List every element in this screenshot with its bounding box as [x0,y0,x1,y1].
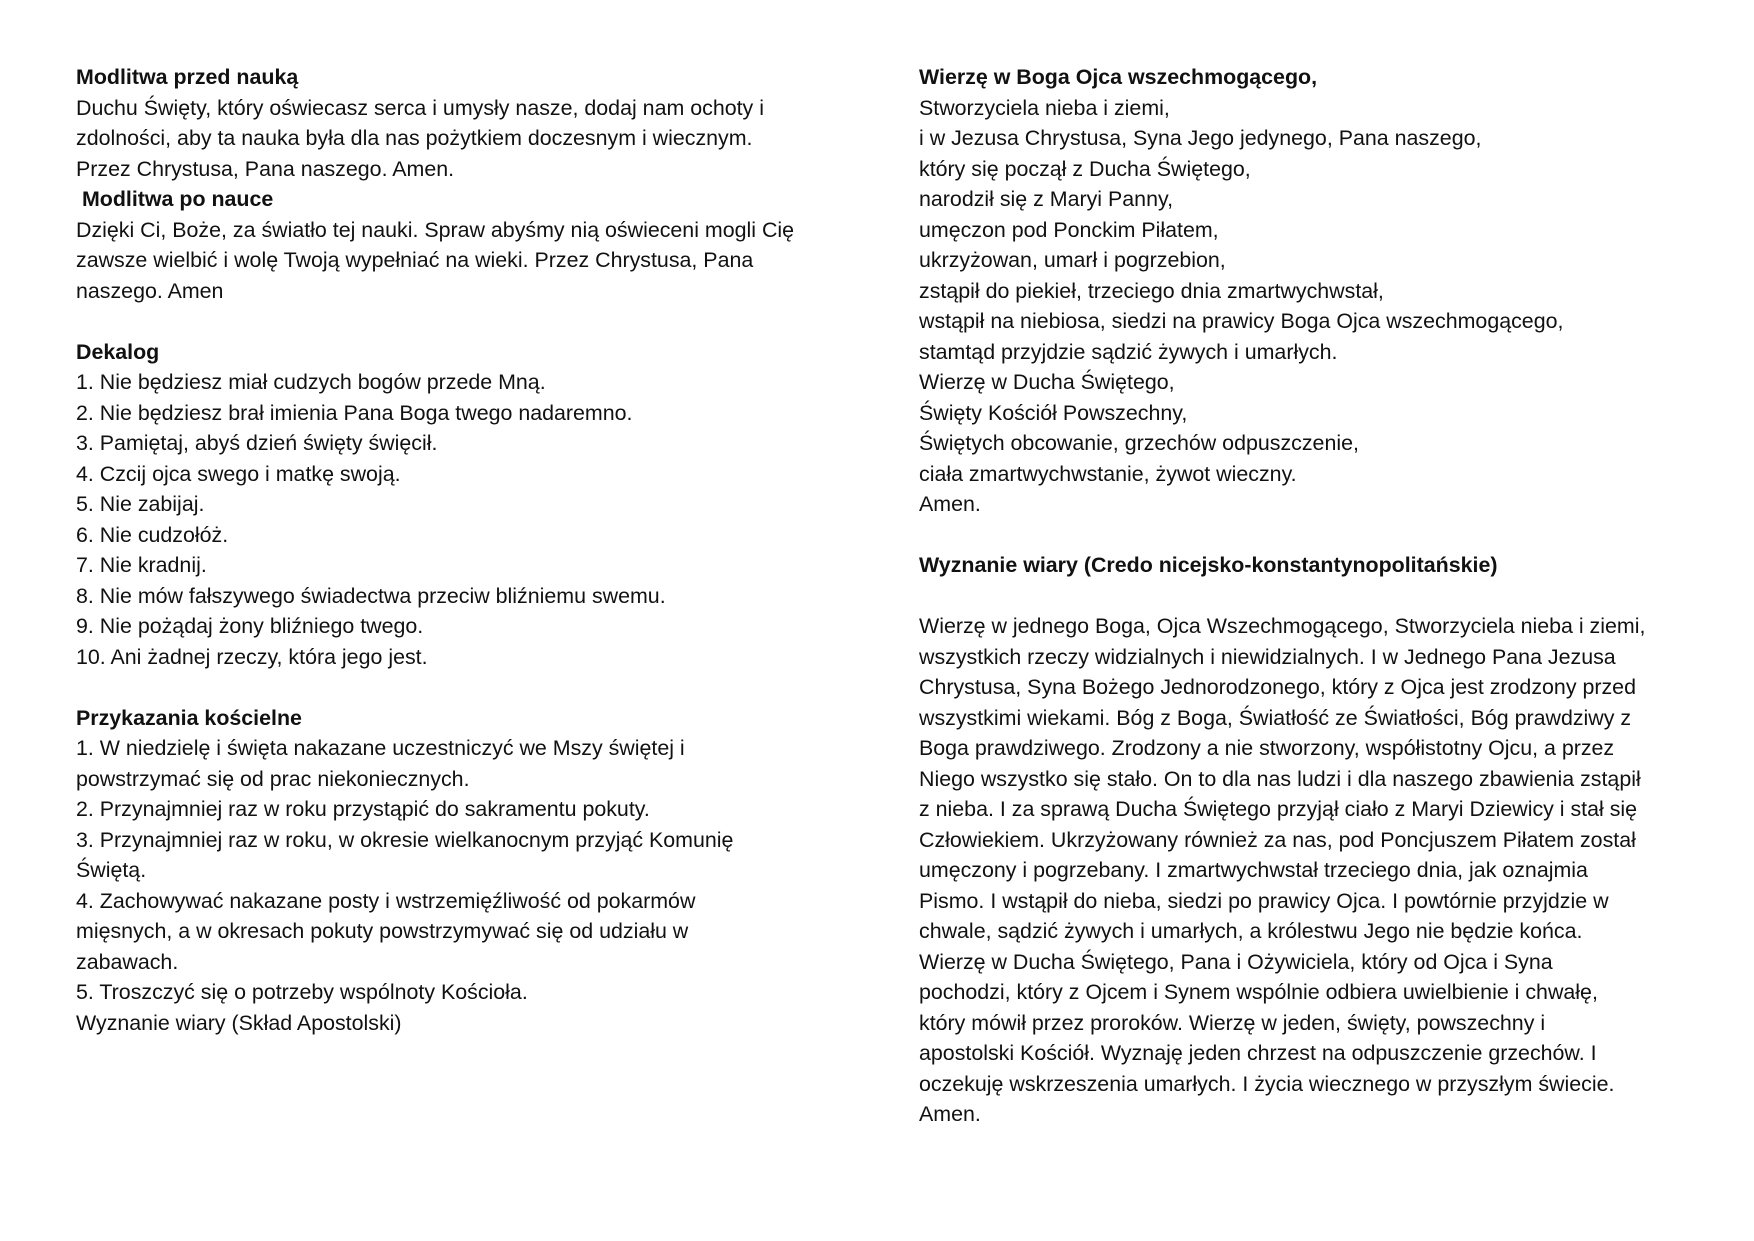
text-line: zdolności, aby ta nauka była dla nas pożytkiem doczesnym i wiecznym. [76,126,753,150]
list-item: 6. Nie cudzołóż. [76,522,229,547]
text-line: Wierzę w jednego Boga, Ojca Wszechmogącego, Stworzyciela nieba i ziemi, [919,614,1646,638]
text-line: umęczony i pogrzebany. I zmartwychwstał trzeciego dnia, jak oznajmia [919,858,1588,882]
text-line: Duchu Święty, który oświecasz serca i umysły nasze, dodaj nam ochoty i [76,95,764,120]
text-line: pochodzi, który z Ojcem i Synem wspólnie odbiera uwielbienie i chwałę, [919,980,1598,1004]
spacer [76,306,866,337]
list-item: 3. Przynajmniej raz w roku, w okresie wielkanocnym przyjąć Komunię [76,827,734,852]
text-line: i w Jezusa Chrystusa, Syna Jego jedynego, Pana naszego, [919,126,1482,150]
text-line: apostolski Kościół. Wyznaję jeden chrzest na odpuszczenie grzechów. I [919,1041,1597,1065]
text-line: chwale, sądzić żywych i umarłych, a królestwu Jego nie będzie końca. [919,919,1583,943]
spacer [919,520,1719,551]
section-title: Modlitwa po nauce [76,187,274,211]
section-prayer-before [76,62,866,184]
text-line: wszystkich rzeczy widzialnych i niewidzialnych. I w Jednego Pana Jezusa [919,644,1616,669]
list-item: 4. Czcij ojca swego i matkę swoją. [76,461,401,486]
list-item: 9. Nie pożądaj żony bliźniego twego. [76,614,424,638]
text-line: Wierzę w Ducha Świętego, [919,370,1175,394]
text-line: Wyznanie wiary (Skład Apostolski) [76,1010,402,1035]
text-line: Święty Kościół Powszechny, [919,400,1188,425]
text-line: wszystkimi wiekami. Bóg z Boga, Światłość ze Światłości, Bóg prawdziwy z [919,705,1632,730]
list-item: powstrzymać się od prac niekoniecznych. [76,766,470,791]
spacer [919,581,1719,612]
text-line: oczekuję wskrzeszenia umarłych. I życia wiecznego w przyszłym świecie. [919,1071,1615,1096]
section-title: Wyznanie wiary (Credo nicejsko-konstantynopolitańskie) [919,553,1498,577]
text-line: Dzięki Ci, Boże, za światło tej nauki. Spraw abyśmy nią oświeceni mogli Cię [76,217,795,242]
list-item: zabawach. [76,949,179,974]
list-item: 2. Nie będziesz brał imienia Pana Boga twego nadaremno. [76,400,633,425]
list-item: mięsnych, a w okresach pokuty powstrzymywać się od udziału w [76,919,689,943]
section-title: Dekalog [76,339,160,364]
section-nicene-creed [919,550,1719,1130]
left-column [76,62,866,1038]
list-item: 1. W niedzielę i święta nakazane uczestniczyć we Mszy świętej i [76,736,685,760]
section-title: Modlitwa przed nauką [76,65,299,89]
text-line: umęczon pod Ponckim Piłatem, [919,217,1219,242]
text-line: który mówił przez proroków. Wierzę w jeden, święty, powszechny i [919,1010,1546,1035]
list-item: 1. Nie będziesz miał cudzych bogów przede Mną. [76,370,546,394]
section-decalogue [76,337,866,673]
list-item: 5. Nie zabijaj. [76,492,205,516]
list-item: 3. Pamiętaj, abyś dzień święty święcił. [76,431,438,455]
text-line: Chrystusa, Syna Bożego Jednorodzonego, który z Ojca jest zrodzony przed [919,675,1636,699]
text-line: zawsze wielbić i wolę Twoją wypełniać na wieki. Przez Chrystusa, Pana [76,248,754,272]
text-line: Amen. [919,492,981,516]
text-line: Świętych obcowanie, grzechów odpuszczenie, [919,431,1359,455]
text-line: Amen. [919,1102,981,1126]
text-line: wstąpił na niebiosa, siedzi na prawicy Boga Ojca wszechmogącego, [919,309,1564,333]
list-item: 8. Nie mów fałszywego świadectwa przeciw bliźniemu swemu. [76,583,666,608]
text-line: który się począł z Ducha Świętego, [919,156,1251,181]
section-prayer-after [76,184,866,306]
list-item: Świętą. [76,858,147,882]
section-title: Wierzę w Boga Ojca wszechmogącego, [919,65,1318,89]
right-column [919,62,1719,1130]
text-line: Wierzę w Ducha Świętego, Pana i Ożywiciela, który od Ojca i Syna [919,949,1553,974]
spacer [76,672,866,703]
text-line: narodził się z Maryi Panny, [919,187,1174,211]
section-apostles-creed [919,62,1719,520]
text-line: ciała zmartwychwstanie, żywot wieczny. [919,461,1297,486]
list-item: 4. Zachowywać nakazane posty i wstrzemięźliwość od pokarmów [76,888,696,913]
text-line: Boga prawdziwego. Zrodzony a nie stworzony, współistotny Ojcu, a przez [919,736,1615,760]
list-item: 7. Nie kradnij. [76,553,207,577]
text-line: Pismo. I wstąpił do nieba, siedzi po prawicy Ojca. I powtórnie przyjdzie w [919,888,1609,913]
list-item: 2. Przynajmniej raz w roku przystąpić do sakramentu pokuty. [76,797,650,821]
section-title: Przykazania kościelne [76,705,302,730]
text-line: Niego wszystko się stało. On to dla nas ludzi i dla naszego zbawienia zstąpił [919,766,1641,791]
text-line: naszego. Amen [76,278,224,303]
text-line: ukrzyżowan, umarł i pogrzebion, [919,248,1226,272]
text-line: Stworzyciela nieba i ziemi, [919,95,1170,120]
text-line: Człowiekiem. Ukrzyżowany również za nas, pod Poncjuszem Piłatem został [919,827,1636,852]
list-item: 5. Troszczyć się o potrzeby wspólnoty Kościoła. [76,980,528,1004]
list-item: 10. Ani żadnej rzeczy, która jego jest. [76,644,428,669]
text-line: Przez Chrystusa, Pana naszego. Amen. [76,156,455,181]
text-line: stamtąd przyjdzie sądzić żywych i umarłych. [919,339,1338,364]
text-line: zstąpił do piekieł, trzeciego dnia zmartwychwstał, [919,278,1384,303]
section-church-commandments [76,703,866,1039]
text-line: z nieba. I za sprawą Ducha Świętego przyjął ciało z Maryi Dziewicy i stał się [919,797,1638,821]
